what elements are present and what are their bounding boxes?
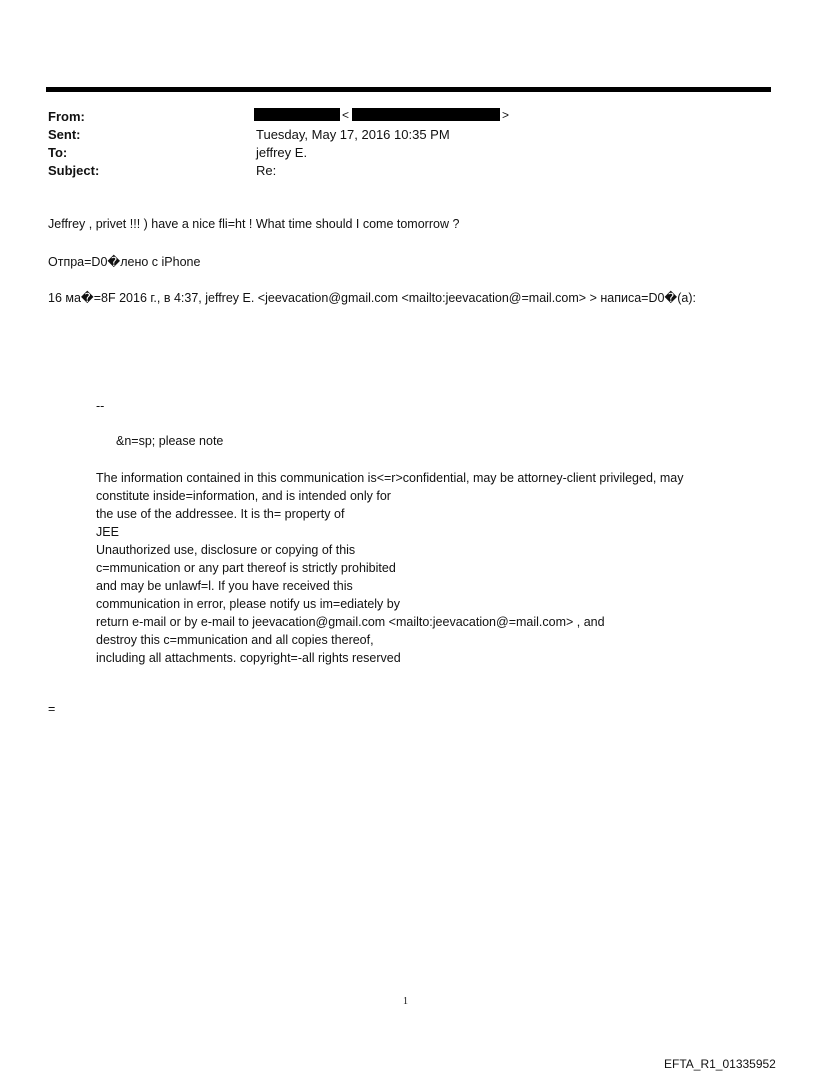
signature-dashes: -- <box>96 399 105 413</box>
from-bracket-open: < <box>342 108 350 122</box>
disclaimer-line: communication in error, please notify us im=ediately by <box>96 597 400 611</box>
disclaimer-line: return e-mail or by e-mail to jeevacation@gmail.com <mailto:jeevacation@=mail.com> , and <box>96 615 605 629</box>
disclaimer-line: including all attachments. copyright=-all rights reserved <box>96 651 401 665</box>
disclaimer-line: destroy this c=mmunication and all copies thereof, <box>96 633 374 647</box>
sent-label: Sent: <box>48 127 81 142</box>
from-email-redaction <box>352 108 500 121</box>
disclaimer-line: JEE <box>96 525 119 539</box>
signature-note: &n=sp; please note <box>116 434 224 448</box>
body-sent-from: Отпра=D0�лено с iPhone <box>48 255 201 269</box>
body-quote-intro: 16 ма�=8F 2016 г., в 4:37, jeffrey E. <jeevacation@gmail.com <mailto:jeevacation@=mail.com> > написа=D0�(a): <box>48 291 696 305</box>
header-rule <box>46 87 771 92</box>
from-label: From: <box>48 109 85 124</box>
from-bracket-close: > <box>502 108 510 122</box>
bates-number: EFTA_R1_01335952 <box>664 1057 776 1071</box>
from-name-redaction <box>254 108 340 121</box>
disclaimer-line: the use of the addressee. It is th= property of <box>96 507 345 521</box>
trailing-equals: = <box>48 702 56 716</box>
subject-value: Re: <box>256 163 277 178</box>
to-value: jeffrey E. <box>256 145 308 160</box>
disclaimer-line: The information contained in this communication is<=r>confidential, may be attorney-client privileged, may <box>96 471 684 485</box>
to-label: To: <box>48 145 68 160</box>
subject-label: Subject: <box>48 163 100 178</box>
disclaimer-line: Unauthorized use, disclosure or copying of this <box>96 543 356 557</box>
page-number: 1 <box>403 996 408 1007</box>
disclaimer-line: and may be unlawf=l. If you have received this <box>96 579 353 593</box>
disclaimer-block <box>96 469 683 667</box>
body-greeting: Jeffrey , privet !!! ) have a nice fli=ht ! What time should I come tomorrow ? <box>48 217 460 231</box>
sent-value: Tuesday, May 17, 2016 10:35 PM <box>256 127 450 142</box>
disclaimer-line: c=mmunication or any part thereof is strictly prohibited <box>96 561 396 575</box>
disclaimer-line: constitute inside=information, and is intended only for <box>96 489 391 503</box>
